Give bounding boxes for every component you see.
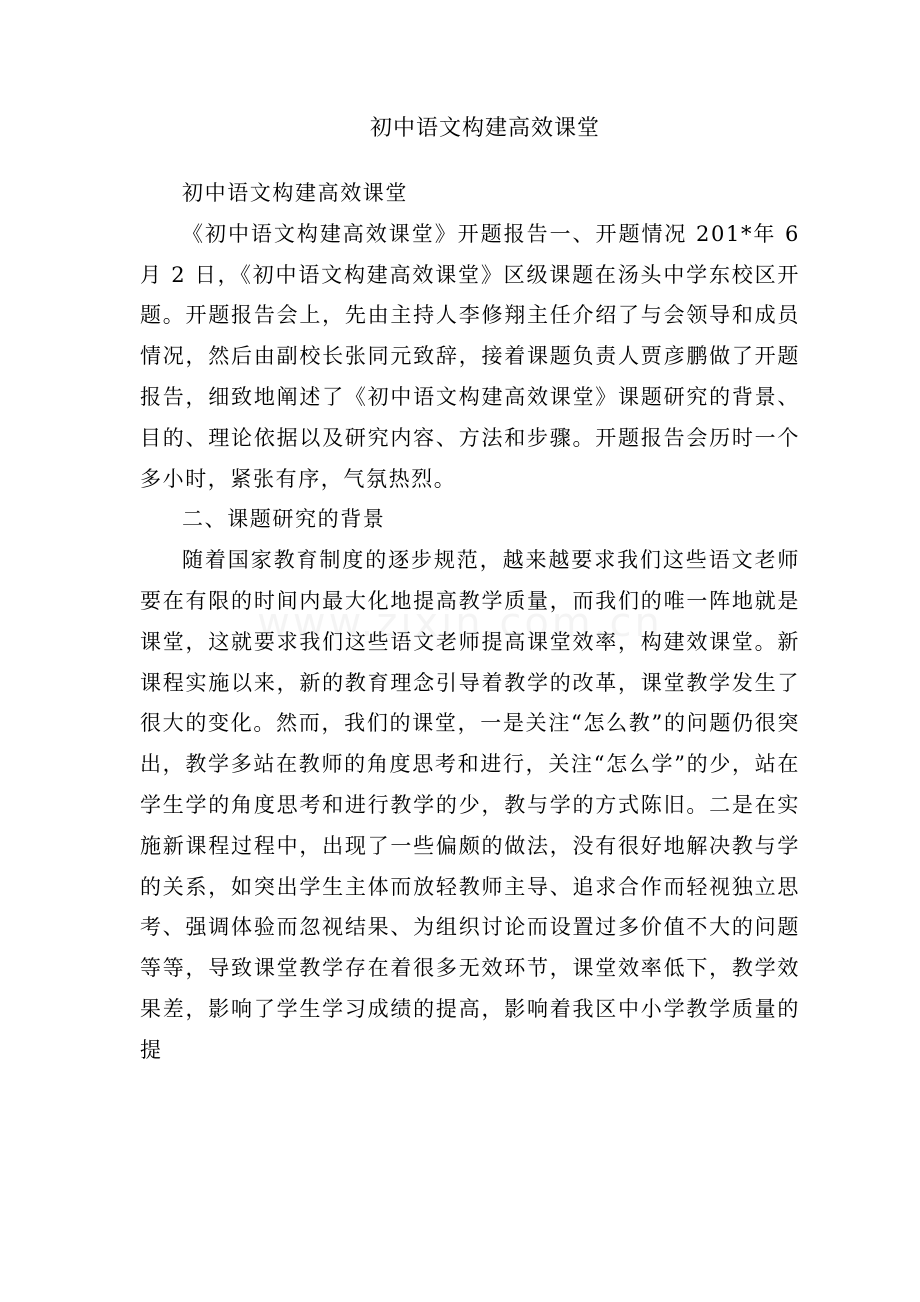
document-subtitle: 初中语文构建高效课堂 bbox=[182, 181, 408, 205]
paragraph-background: 随着国家教育制度的逐步规范，越来越要求我们这些语文老师要在有限的时间内最大化地提高教学质量，而我们的唯一阵地就是课堂，这就要求我们这些语文老师提高课堂效率，构建效课堂。新课程实施以来，新的教育理念引导着教学的改革，课堂教学发生了很大的变化。然而，我们的课堂，一是关注“怎么教”的问题仍很突出，教学多站在教师的角度思考和进行，关注“怎么学”的少，站在学生学的角度思考和进行教学的少，教与学的方式陈旧。二是在实施新课程过程中，出现了一些偏颇的做法，没有很好地解决教与学的关系，如突出学生主体而放轻教师主导、追求合作而轻视独立思考、强调体验而忽视结果、为组织讨论而设置过多价值不大的问题等等，导致课堂教学存在着很多无效环节，课堂效率低下，教学效果差，影响了学生学习成绩的提高，影响着我区中小学教学质量的提 bbox=[140, 548, 800, 1062]
section-heading-background: 二、课题研究的背景 bbox=[182, 507, 386, 532]
document-title: 初中语文构建高效课堂 bbox=[369, 116, 600, 141]
document-body bbox=[140, 173, 800, 1071]
paragraph-opening-report: 《初中语文构建高效课堂》开题报告一、开题情况 201*年 6 月 2 日，《初中语文构建高效课堂》区级课题在汤头中学东校区开题。开题报告会上，先由主持人李修翔主任介绍了与会领导和成员情况，然后由副校长张同元致辞，接着课题负责人贾彦鹏做了开题报告，细致地阐述了《初中语文构建高效课堂》课题研究的背景、目的、理论依据以及研究内容、方法和步骤。开题报告会历时一个多小时，紧张有序，气氛热烈。 bbox=[140, 221, 800, 491]
